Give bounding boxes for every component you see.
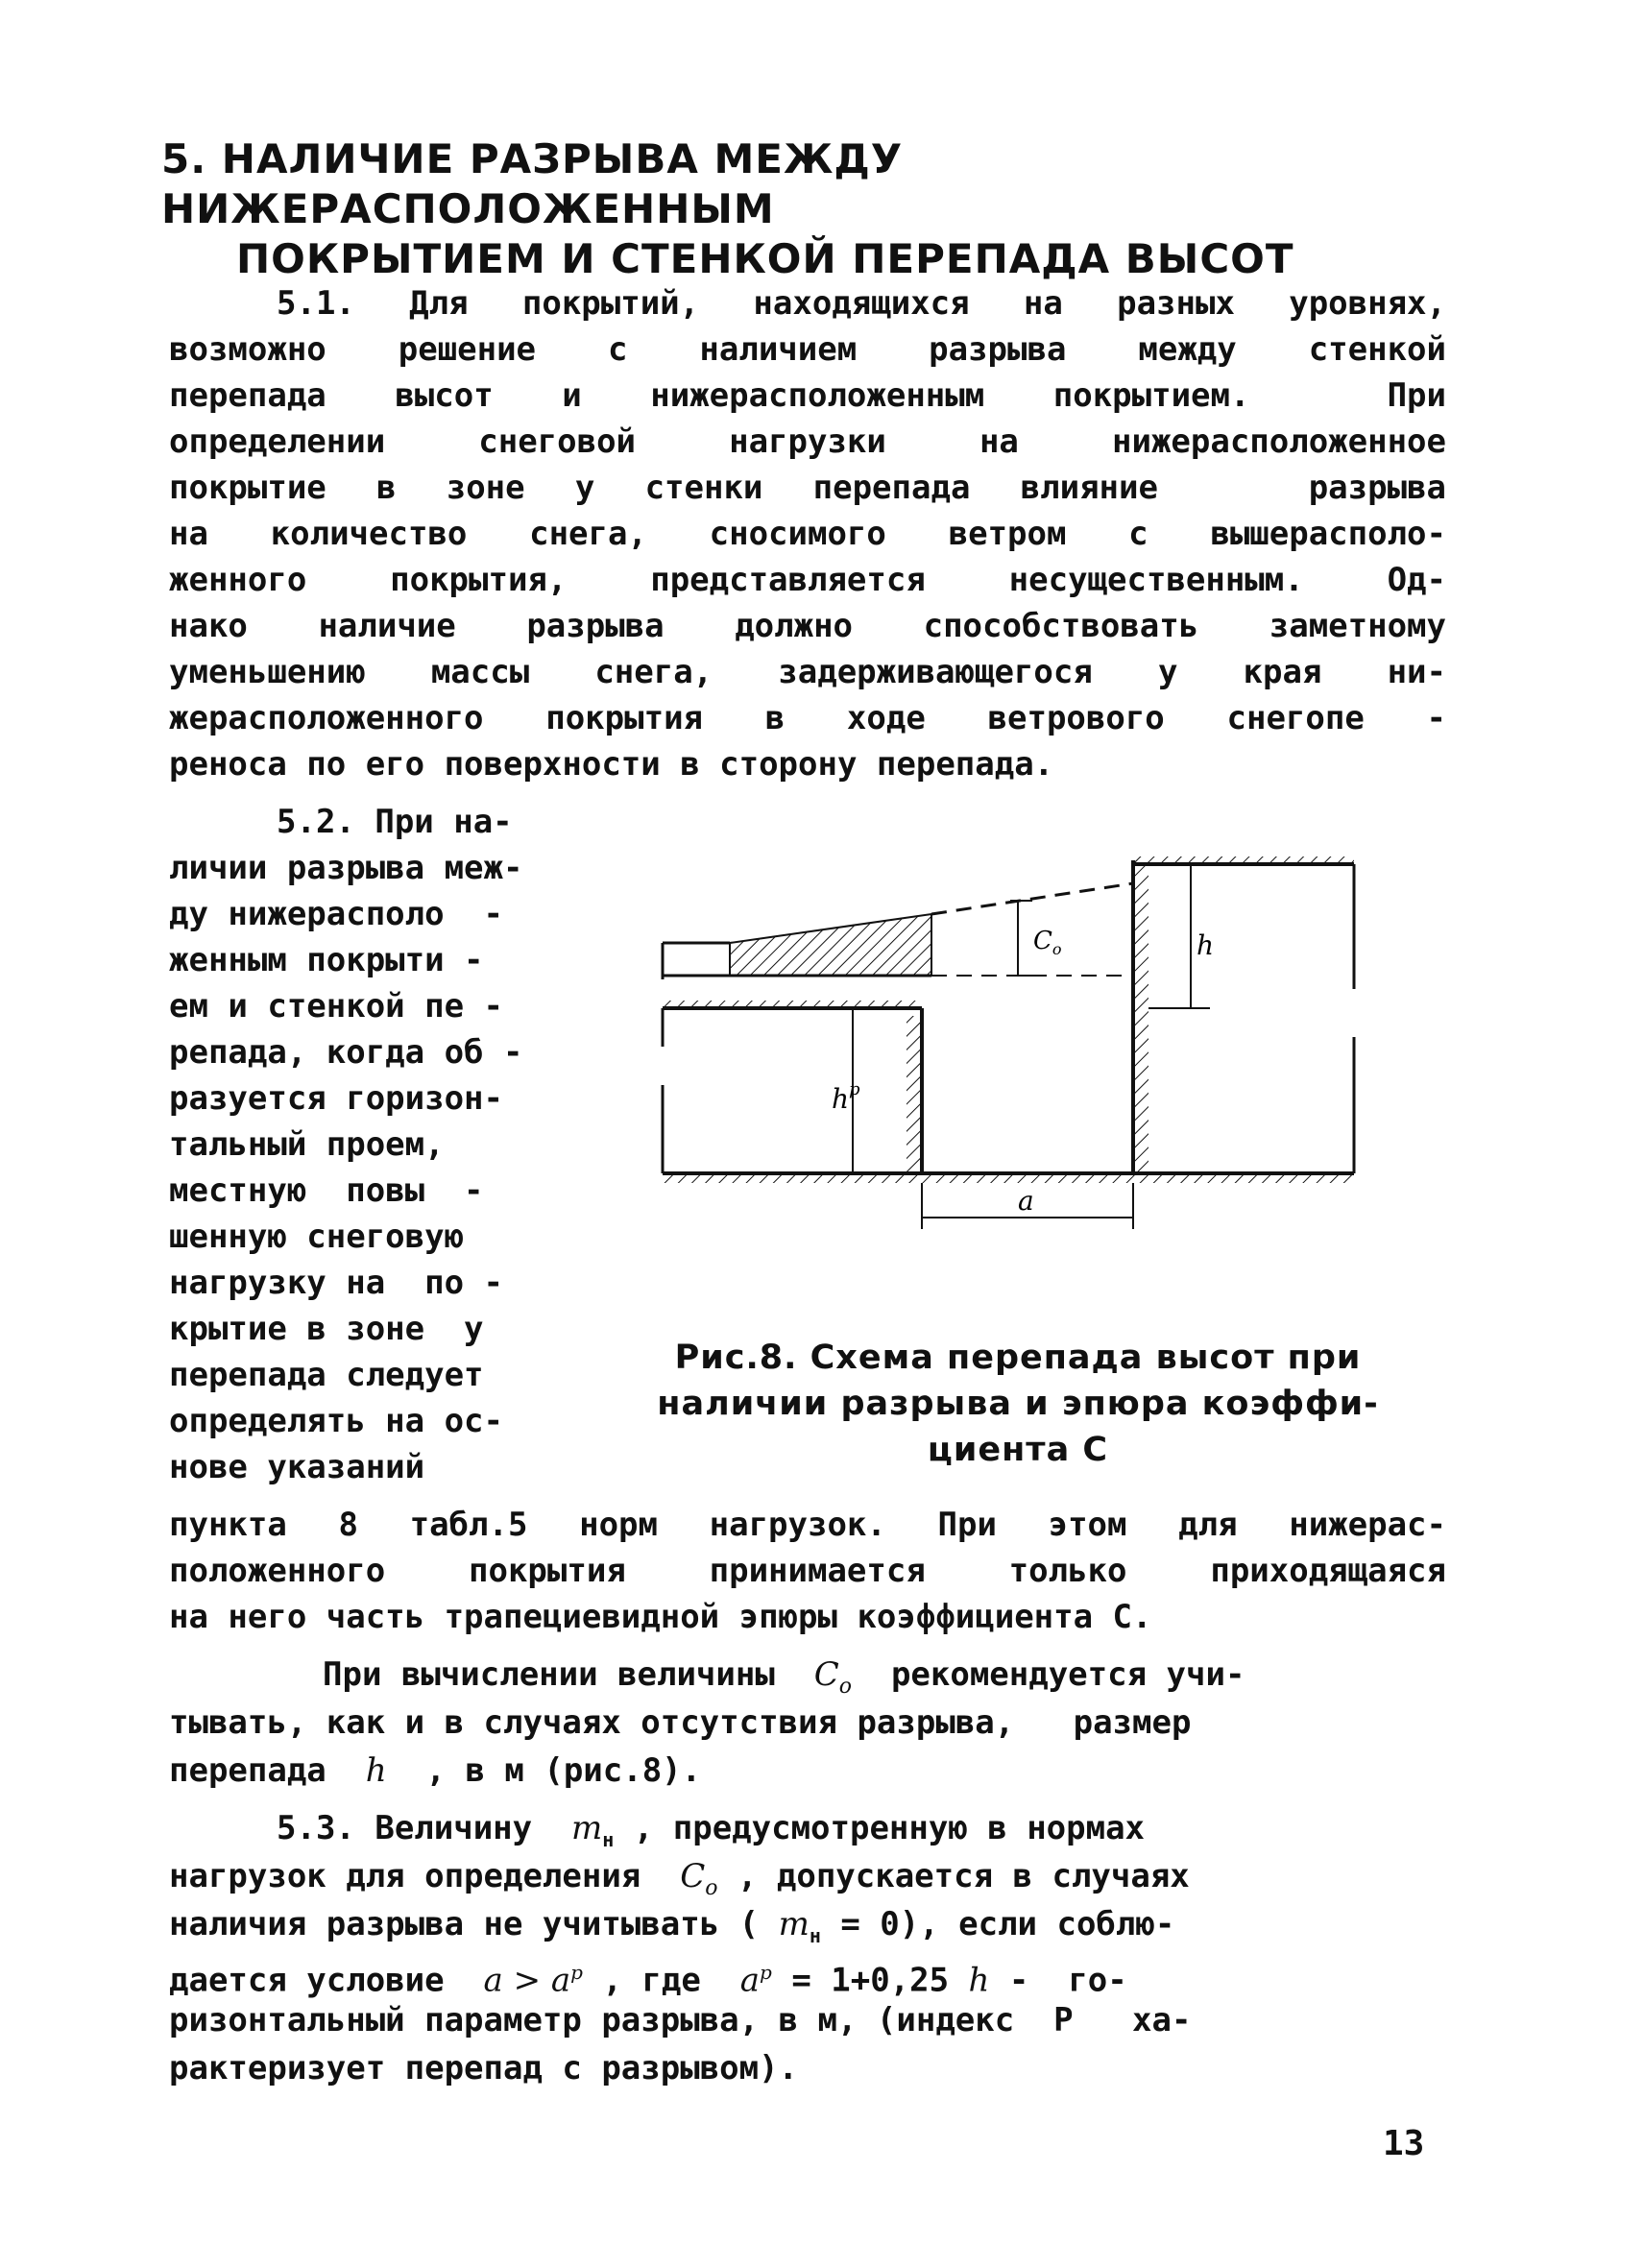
paragraph-line: на него часть трапециевидной эпюры коэффициента С. (169, 1598, 1152, 1636)
load-extension-dashed (931, 883, 1133, 914)
figure-caption (615, 1335, 1421, 1473)
caption-line-1: Рис.8. Схема перепада высот при (674, 1339, 1362, 1377)
side-line: ем и стенкой пе - (169, 987, 503, 1025)
paragraph-line: покрытие в зоне у стенки перепада влияние разрыва (169, 469, 1446, 507)
side-line: шенную снеговую (169, 1218, 465, 1256)
s53-line-6: рактеризует перепад с разрывом). (169, 2049, 799, 2087)
tall-roof-hatch (1133, 857, 1354, 864)
side-line: крытие в зоне у (169, 1310, 484, 1348)
side-line: нагрузку на по - (169, 1264, 503, 1302)
heading-line-1: 5. НАЛИЧИЕ РАЗРЫВА МЕЖДУ НИЖЕРАСПОЛОЖЕННЫМ (161, 135, 904, 232)
paragraph-line: нако наличие разрыва должно способствовать заметному (169, 607, 1446, 645)
side-line: местную повы - (169, 1171, 484, 1210)
paragraph-line: женного покрытия, представляется несущественным. Од- (169, 561, 1446, 599)
s53-line-1: 5.3. Величину $m_н$ , предусмотренную в нормах (277, 1809, 1146, 1851)
s53-line-4: дается условие $a > a^p$ , где $a^p = 1+0,25$ h - го- (169, 1961, 1127, 2000)
co-line-1: При вычислении величины $C_o$ рекомендуется учи- (323, 1655, 1245, 1699)
side-line: женным покрыти - (169, 941, 484, 979)
side-line: личии разрыва меж- (169, 849, 523, 887)
label-hp: $h^p$ (832, 1079, 860, 1115)
paragraph-line: жерасположенного покрытия в ходе ветрового снегопе - (169, 699, 1446, 737)
side-line: перепада следует (169, 1356, 484, 1394)
paragraph-line: реноса по его поверхности в сторону перепада. (169, 745, 1054, 784)
side-line: определять на ос- (169, 1402, 503, 1440)
paragraph-line: пункта 8 табл.5 норм нагрузок. При этом для нижерас- (169, 1506, 1446, 1544)
section-heading (161, 134, 1525, 284)
s53-line-5: ризонтальный параметр разрыва, в м, (индекс P ха- (169, 2001, 1192, 2039)
paragraph-line: уменьшению массы снега, задерживающегося у края ни- (169, 653, 1446, 691)
figure-8-diagram (653, 855, 1364, 1267)
low-wall-hatch (907, 1016, 922, 1173)
side-line: репада, когда об - (169, 1033, 523, 1072)
co-line-2: тывать, как и в случаях отсутствия разрыва, размер (169, 1703, 1192, 1742)
co-line-3: перепада h , в м (рис.8). (169, 1751, 702, 1790)
caption-line-2: наличии разрыва и эпюра коэффи- (657, 1385, 1379, 1423)
page-number: 13 (1383, 2124, 1425, 2163)
s53-line-3: наличия разрыва не учитывать ( $m_н = 0$), если соблю- (169, 1905, 1175, 1947)
side-line: 5.2. При на- (277, 803, 513, 841)
paragraph-line: положенного покрытия принимается только приходящаяся (169, 1552, 1446, 1590)
paragraph-line: определении снеговой нагрузки на нижерасположенное (169, 422, 1446, 461)
side-line: ду нижерасполо - (169, 895, 503, 933)
side-line: нове указаний (169, 1448, 425, 1486)
side-line: тальный проем, (169, 1125, 445, 1164)
load-trapezoid (730, 914, 931, 976)
paragraph-line: перепада высот и нижерасположенным покрытием. При (169, 376, 1446, 415)
tall-wall-hatch (1133, 860, 1148, 1173)
paragraph-line: возможно решение с наличием разрыва между стенкой (169, 330, 1446, 369)
label-h: h (1197, 929, 1215, 961)
label-co: $C_o$ (1033, 927, 1062, 958)
heading-line-2: ПОКРЫТИЕМ И СТЕНКОЙ ПЕРЕПАДА ВЫСОТ (236, 235, 1294, 282)
s53-line-2: нагрузок для определения $C_o$ , допускается в случаях (169, 1857, 1190, 1900)
caption-line-3: циента С (927, 1431, 1109, 1469)
label-a: a (1018, 1185, 1034, 1217)
low-roof-hatch (663, 1001, 922, 1008)
paragraph-line: 5.1. Для покрытий, находящихся на разных уровнях, (277, 284, 1446, 323)
paragraph-line: на количество снега, сносимого ветром с вышерасполо- (169, 515, 1446, 553)
side-line: разуется горизон- (169, 1079, 503, 1118)
ground-hatch (663, 1173, 1354, 1183)
